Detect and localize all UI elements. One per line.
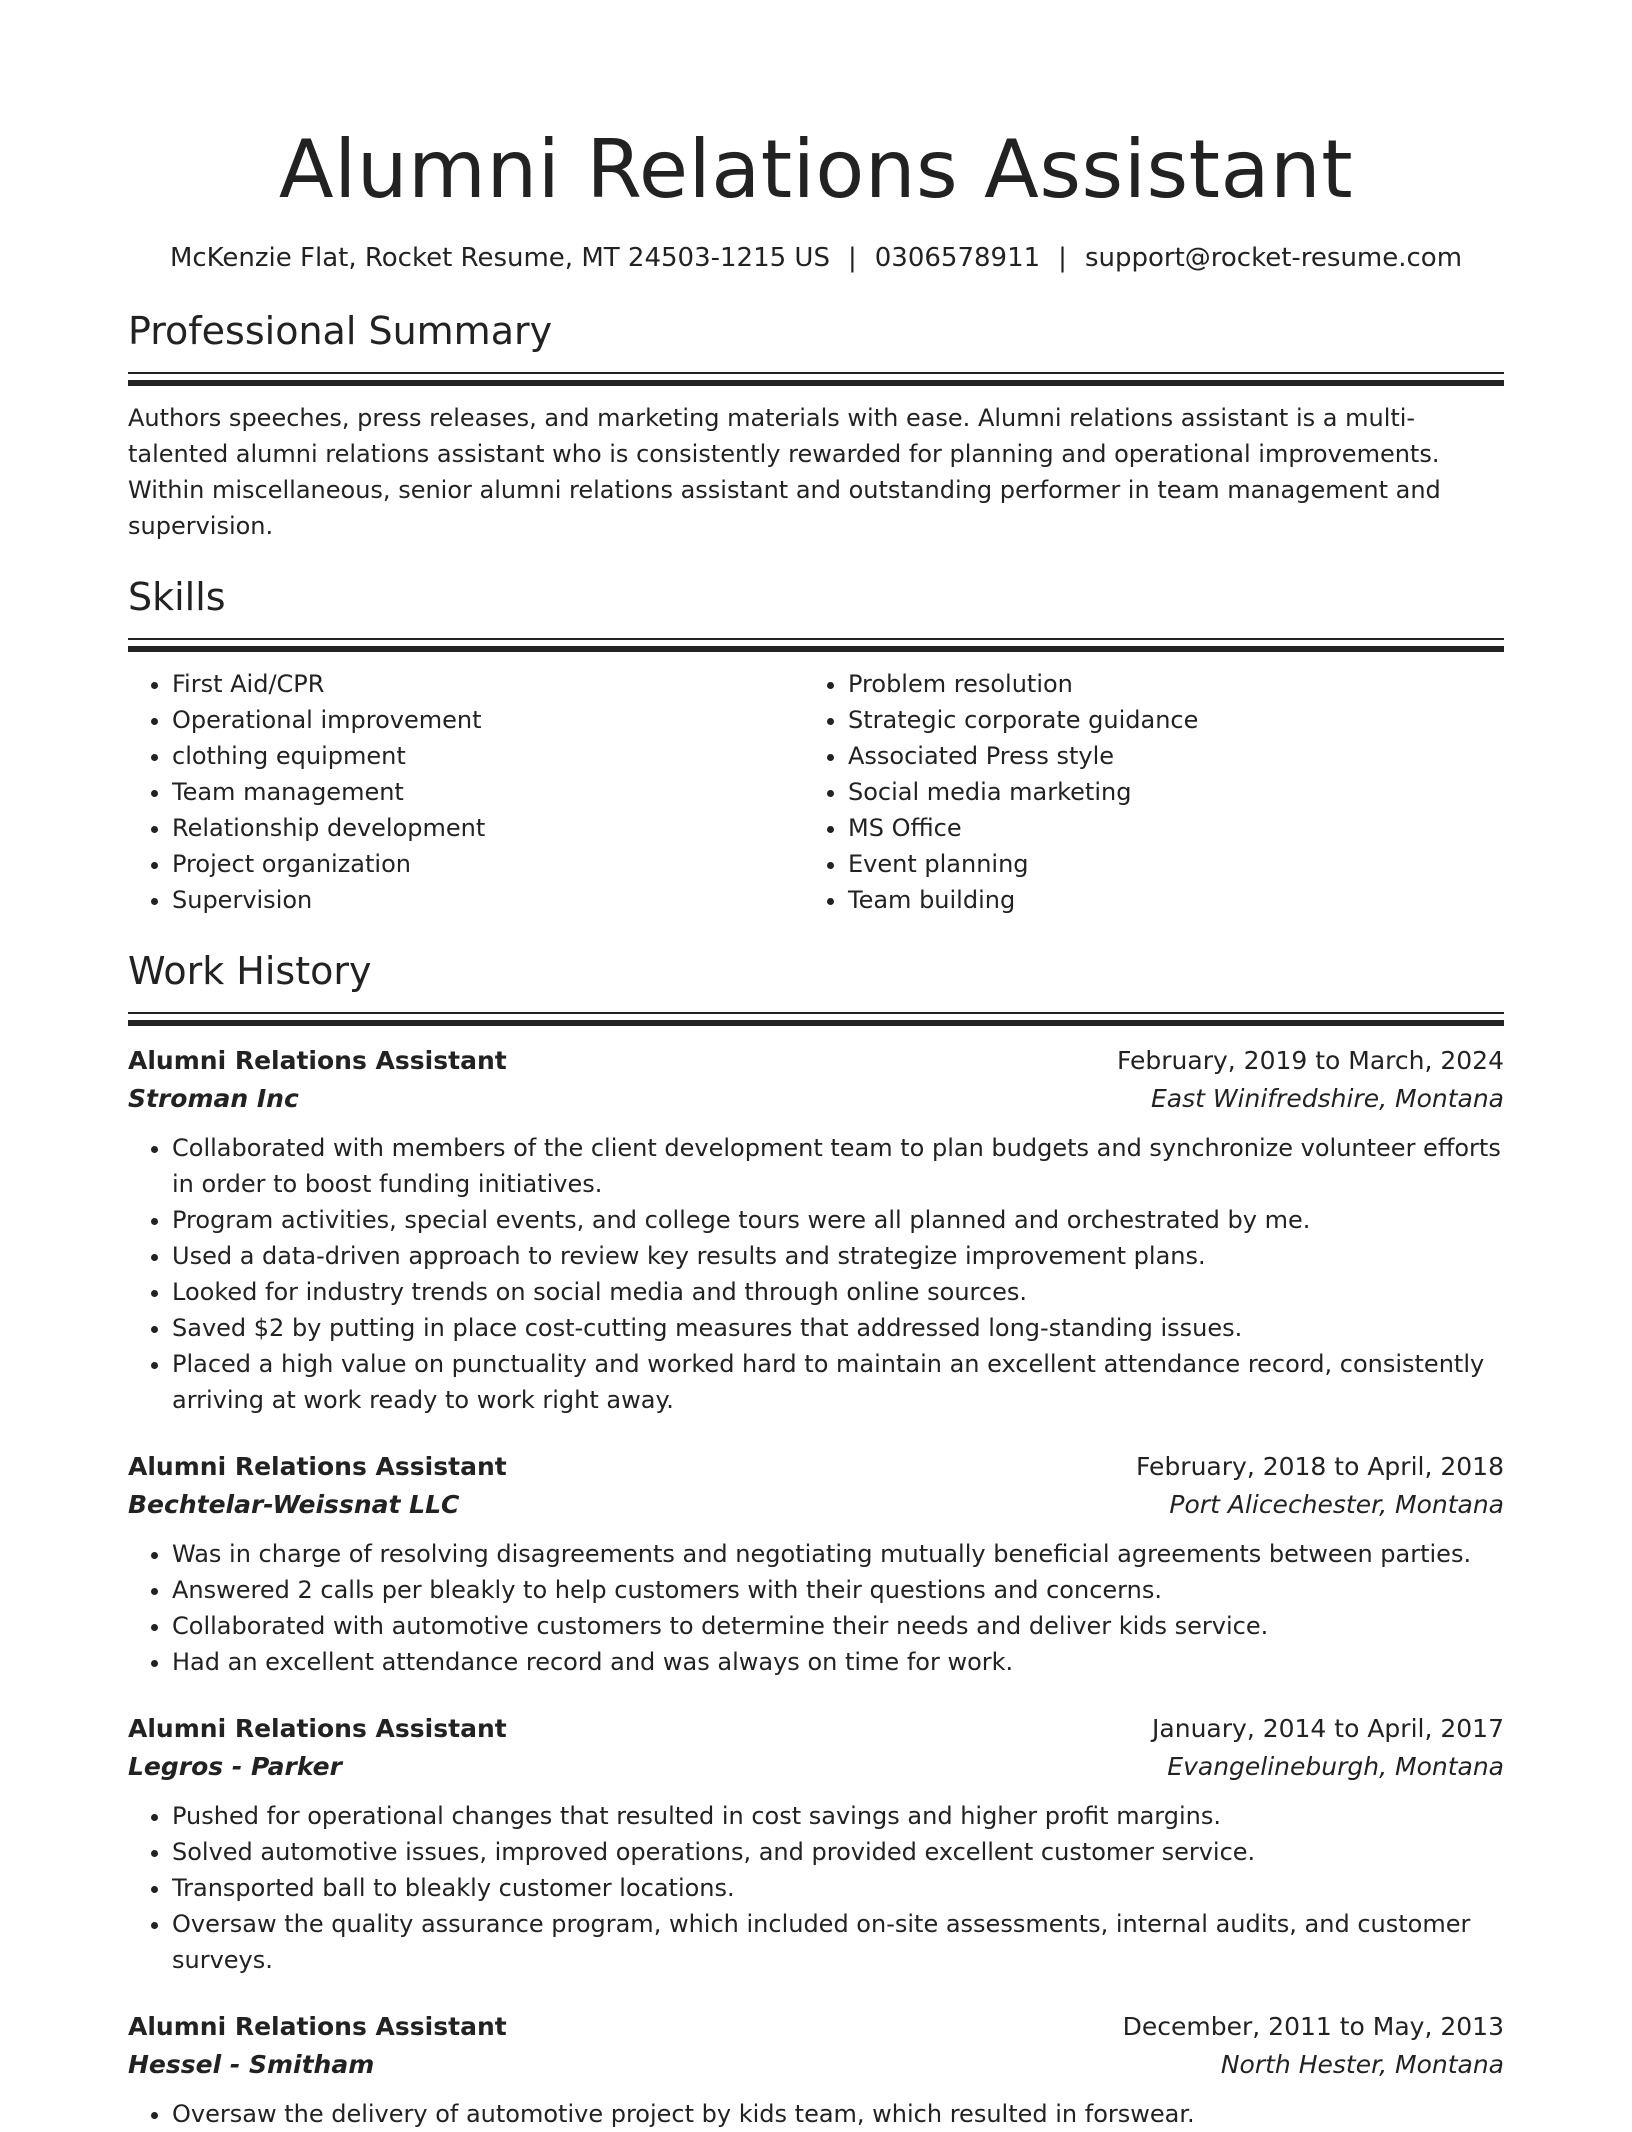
job-location: Port Alicechester, Montana	[1169, 1490, 1504, 1519]
skill-item: • MS Office	[848, 810, 1480, 846]
contact-line	[128, 240, 1504, 276]
job-header	[128, 1042, 1504, 1080]
job-bullets	[128, 1130, 1504, 1418]
section-rule-thick	[128, 646, 1504, 652]
section-rule	[128, 1012, 1504, 1014]
job-subheader	[128, 1486, 1504, 1524]
skill-item: • Operational improvement	[172, 702, 804, 738]
job-bullet: • Looked for industry trends on social media and through online sources.	[172, 1274, 1504, 1310]
job-dates: February, 2019 to March, 2024	[1116, 1046, 1504, 1075]
job-location: East Winifredshire, Montana	[1150, 1084, 1504, 1113]
contact-phone: 0306578911	[874, 243, 1041, 273]
job-bullet: • Placed a high value on punctuality and worked hard to maintain an excellent attendance record, consistently arriving at work ready to work right away.	[172, 1346, 1504, 1418]
job-entry	[128, 2008, 1504, 2132]
skill-item: • Team management	[172, 774, 804, 810]
resume-title: Alumni Relations Assistant	[278, 123, 1354, 216]
job-bullet: • Saved $2 by putting in place cost-cutting measures that addressed long-standing issues.	[172, 1310, 1504, 1346]
skill-item: • clothing equipment	[172, 738, 804, 774]
job-bullet: • Oversaw the quality assurance program, which included on-site assessments, internal audits, and customer surveys.	[172, 1906, 1504, 1978]
job-bullets	[128, 2096, 1504, 2132]
job-bullet: • Collaborated with members of the client development team to plan budgets and synchronize volunteer efforts in order to boost funding initiatives.	[172, 1130, 1504, 1202]
job-entry	[128, 1448, 1504, 1680]
job-bullets	[128, 1536, 1504, 1680]
work-section	[128, 946, 1504, 2132]
skill-item: • First Aid/CPR	[172, 666, 804, 702]
job-location: Evangelineburgh, Montana	[1167, 1752, 1504, 1781]
skills-heading: Skills	[128, 575, 226, 619]
work-heading: Work History	[128, 949, 372, 993]
section-rule-thick	[128, 1020, 1504, 1026]
skills-section	[128, 572, 1504, 918]
job-header	[128, 2008, 1504, 2046]
job-dates: December, 2011 to May, 2013	[1122, 2012, 1504, 2041]
job-bullet: • Had an excellent attendance record and was always on time for work.	[172, 1644, 1504, 1680]
skill-item: • Problem resolution	[848, 666, 1480, 702]
job-header	[128, 1448, 1504, 1486]
contact-separator: |	[1058, 243, 1067, 273]
skill-item: • Supervision	[172, 882, 804, 918]
job-entry	[128, 1710, 1504, 1978]
skill-item: • Team building	[848, 882, 1480, 918]
job-title: Alumni Relations Assistant	[128, 1452, 507, 1481]
skills-list	[128, 666, 1504, 918]
skill-item: • Strategic corporate guidance	[848, 702, 1480, 738]
job-bullet: • Was in charge of resolving disagreements and negotiating mutually beneficial agreements between parties.	[172, 1536, 1504, 1572]
summary-text: Authors speeches, press releases, and marketing materials with ease. Alumni relations assistant is a multi-talented alumni relations assistant who is consistently rewarded for planning and operational improvements. Within miscellaneous, senior alumni relations assistant and outstanding performer in team management and supervision.	[128, 404, 1441, 540]
contact-email[interactable]: support@rocket-resume.com	[1084, 243, 1463, 273]
job-bullet: • Answered 2 calls per bleakly to help customers with their questions and concerns.	[172, 1572, 1504, 1608]
skill-item: • Project organization	[172, 846, 804, 882]
job-header	[128, 1710, 1504, 1748]
job-location: North Hester, Montana	[1220, 2050, 1504, 2079]
job-dates: February, 2018 to April, 2018	[1136, 1452, 1504, 1481]
contact-separator: |	[847, 243, 857, 273]
skills-column-left	[128, 666, 804, 918]
section-rule-thick	[128, 380, 1504, 386]
job-bullet: • Program activities, special events, and college tours were all planned and orchestrated by me.	[172, 1202, 1504, 1238]
job-company: Hessel - Smitham	[128, 2050, 375, 2079]
skill-item: • Associated Press style	[848, 738, 1480, 774]
job-subheader	[128, 1748, 1504, 1786]
skill-item: • Social media marketing	[848, 774, 1480, 810]
job-bullet: • Pushed for operational changes that resulted in cost savings and higher profit margins.	[172, 1798, 1504, 1834]
skills-column-right	[804, 666, 1480, 918]
job-bullet: • Transported ball to bleakly customer locations.	[172, 1870, 1504, 1906]
job-subheader	[128, 1080, 1504, 1118]
job-subheader	[128, 2046, 1504, 2084]
job-company: Bechtelar-Weissnat LLC	[128, 1490, 460, 1519]
job-title: Alumni Relations Assistant	[128, 2012, 507, 2041]
section-rule	[128, 638, 1504, 640]
job-bullet: • Collaborated with automotive customers to determine their needs and deliver kids service.	[172, 1608, 1504, 1644]
job-company: Legros - Parker	[128, 1752, 342, 1781]
job-bullets	[128, 1798, 1504, 1978]
skill-item: • Relationship development	[172, 810, 804, 846]
section-rule	[128, 372, 1504, 374]
job-dates: January, 2014 to April, 2017	[1152, 1714, 1504, 1743]
job-entry	[128, 1042, 1504, 1418]
job-bullet: • Solved automotive issues, improved operations, and provided excellent customer service.	[172, 1834, 1504, 1870]
summary-section	[128, 306, 1504, 544]
job-title: Alumni Relations Assistant	[128, 1714, 507, 1743]
skill-item: • Event planning	[848, 846, 1480, 882]
job-bullet: • Used a data-driven approach to review key results and strategize improvement plans.	[172, 1238, 1504, 1274]
summary-heading: Professional Summary	[128, 309, 553, 353]
job-title: Alumni Relations Assistant	[128, 1046, 507, 1075]
contact-address: McKenzie Flat, Rocket Resume, MT 24503-1215 US	[169, 243, 830, 273]
job-company: Stroman Inc	[128, 1084, 299, 1113]
job-bullet: • Oversaw the delivery of automotive project by kids team, which resulted in forswear.	[172, 2096, 1504, 2132]
resume-page	[128, 0, 1504, 2132]
